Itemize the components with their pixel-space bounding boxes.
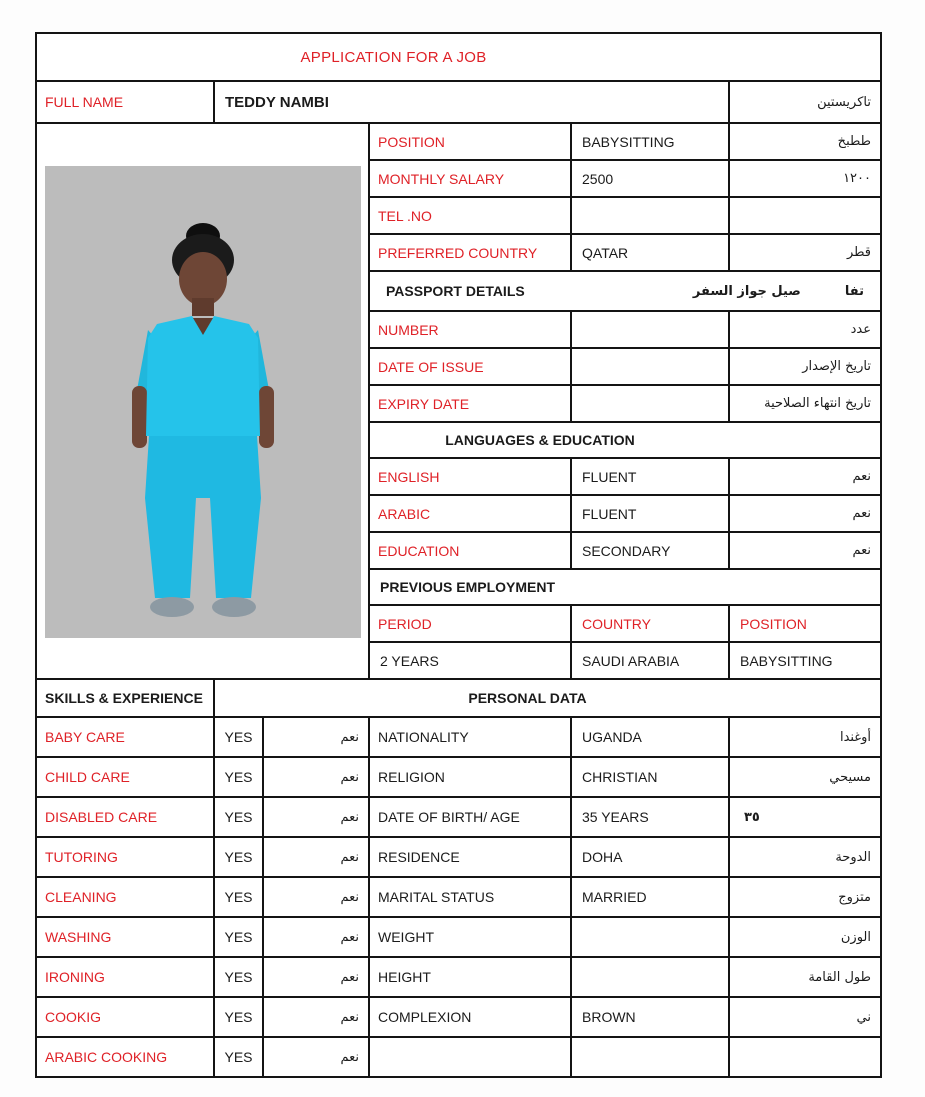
passport-number-label: NUMBER: [370, 312, 572, 347]
table-row: [37, 718, 880, 758]
personal-arabic: الوزن: [840, 929, 871, 945]
skill-value: YES: [215, 998, 264, 1036]
personal-value: UGANDA: [572, 718, 730, 756]
full-name-value: TEDDY NAMBI: [215, 82, 730, 122]
skill-arabic: نعم: [264, 998, 370, 1036]
employment-columns-row: [370, 606, 880, 643]
table-row: [37, 838, 880, 878]
position-value: BABYSITTING: [572, 124, 730, 159]
personal-label: MARITAL STATUS: [370, 878, 572, 916]
skill-label: IRONING: [37, 958, 215, 996]
expiry-date-row: [370, 386, 880, 423]
expiry-date-label: EXPIRY DATE: [370, 386, 572, 421]
passport-details-header-cell: [370, 272, 880, 310]
applicant-photo: [37, 124, 370, 678]
passport-details-header-row: [370, 272, 880, 312]
skill-label: CLEANING: [37, 878, 215, 916]
skills-header: SKILLS & EXPERIENCE: [37, 680, 215, 716]
position-row: [370, 124, 880, 161]
personal-value: [572, 918, 730, 956]
skill-label: ARABIC COOKING: [37, 1038, 215, 1076]
employment-country-column: COUNTRY: [572, 606, 730, 641]
date-of-issue-arabic: تاريخ الإصدار: [802, 359, 871, 374]
skill-value: YES: [215, 838, 264, 876]
passport-details-header: PASSPORT DETAILS: [386, 283, 525, 299]
position-label: POSITION: [370, 124, 572, 159]
skill-arabic: نعم: [264, 918, 370, 956]
passport-number-arabic: عدد: [850, 322, 871, 337]
telephone-value: [572, 198, 730, 233]
personal-value: CHRISTIAN: [572, 758, 730, 796]
employment-country-value: SAUDI ARABIA: [572, 643, 730, 678]
date-of-issue-label: DATE OF ISSUE: [370, 349, 572, 384]
skill-value: YES: [215, 878, 264, 916]
personal-label: HEIGHT: [370, 958, 572, 996]
salary-row: [370, 161, 880, 198]
employment-header: PREVIOUS EMPLOYMENT: [380, 579, 556, 595]
skill-label: COOKIG: [37, 998, 215, 1036]
personal-arabic: أوغندا: [839, 729, 871, 745]
employment-values-row: [370, 643, 880, 678]
employment-position-value: BABYSITTING: [740, 652, 833, 669]
position-arabic: ططبخ: [837, 134, 871, 149]
full-name-label: FULL NAME: [37, 82, 215, 122]
skill-label: WASHING: [37, 918, 215, 956]
personal-label: [370, 1038, 572, 1076]
arabic-row: [370, 496, 880, 533]
skill-value: YES: [215, 758, 264, 796]
preferred-country-arabic: قطر: [846, 245, 871, 260]
personal-value: [572, 958, 730, 996]
passport-number-row: [370, 312, 880, 349]
employment-position-column: POSITION: [740, 615, 807, 632]
personal-value: BROWN: [572, 998, 730, 1036]
passport-details-header-arabic-head: تفا: [844, 283, 864, 299]
personal-label: COMPLEXION: [370, 998, 572, 1036]
personal-data-header: PERSONAL DATA: [468, 690, 587, 706]
preferred-country-row: [370, 235, 880, 272]
education-arabic: نعم: [852, 543, 871, 558]
languages-header-row: [370, 423, 880, 459]
skill-arabic: نعم: [264, 758, 370, 796]
personal-label: WEIGHT: [370, 918, 572, 956]
expiry-date-arabic: تاريخ انتهاء الصلاحية: [764, 396, 871, 411]
form-title: APPLICATION FOR A JOB: [300, 48, 487, 66]
salary-value: 2500: [572, 161, 730, 196]
english-label: ENGLISH: [370, 459, 572, 494]
arabic-label: ARABIC: [370, 496, 572, 531]
passport-number-value: [572, 312, 730, 347]
expiry-date-value: [572, 386, 730, 421]
date-of-issue-row: [370, 349, 880, 386]
salary-arabic: ١٢٠٠: [843, 171, 871, 186]
skill-label: TUTORING: [37, 838, 215, 876]
skill-arabic: نعم: [264, 958, 370, 996]
table-row: [37, 918, 880, 958]
personal-label: NATIONALITY: [370, 718, 572, 756]
table-row: [37, 798, 880, 838]
skill-value: YES: [215, 798, 264, 836]
table-row: [37, 878, 880, 918]
full-name-row: [37, 82, 880, 124]
preferred-country-label: PREFERRED COUNTRY: [370, 235, 572, 270]
passport-details-header-arabic-tail: صيل جواز السفر: [692, 283, 801, 299]
table-row: [37, 758, 880, 798]
personal-value: DOHA: [572, 838, 730, 876]
personal-arabic: مسيحي: [829, 769, 871, 785]
personal-arabic: متزوج: [838, 889, 871, 905]
skill-arabic: نعم: [264, 1038, 370, 1076]
skill-arabic: نعم: [264, 798, 370, 836]
telephone-row: [370, 198, 880, 235]
preferred-country-value: QATAR: [572, 235, 730, 270]
personal-value: 35 YEARS: [572, 798, 730, 836]
personal-value: MARRIED: [572, 878, 730, 916]
skill-arabic: نعم: [264, 718, 370, 756]
english-row: [370, 459, 880, 496]
skill-value: YES: [215, 958, 264, 996]
employment-period-value: 2 YEARS: [370, 643, 572, 678]
section-headers-row: [37, 680, 880, 718]
personal-label: RELIGION: [370, 758, 572, 796]
skill-value: YES: [215, 1038, 264, 1076]
person-in-scrubs-illustration: [45, 166, 361, 638]
full-name-arabic: تاكريستين: [817, 94, 871, 110]
personal-arabic: [730, 1038, 880, 1076]
table-row: [37, 998, 880, 1038]
education-value: SECONDARY: [572, 533, 730, 568]
education-row: [370, 533, 880, 570]
english-value: FLUENT: [572, 459, 730, 494]
skill-value: YES: [215, 718, 264, 756]
english-arabic: نعم: [852, 469, 871, 484]
passport-details-header-arabic: [693, 284, 864, 299]
skill-label: DISABLED CARE: [37, 798, 215, 836]
table-row: [37, 1038, 880, 1076]
skill-value: YES: [215, 918, 264, 956]
personal-label: DATE OF BIRTH/ AGE: [370, 798, 572, 836]
personal-label: RESIDENCE: [370, 838, 572, 876]
arabic-value: FLUENT: [572, 496, 730, 531]
employment-period-column: PERIOD: [370, 606, 572, 641]
personal-value: [572, 1038, 730, 1076]
skill-arabic: نعم: [264, 878, 370, 916]
telephone-label: TEL .NO: [370, 198, 572, 233]
form-body: [37, 124, 880, 680]
skill-label: CHILD CARE: [37, 758, 215, 796]
date-of-issue-value: [572, 349, 730, 384]
personal-arabic: الدوحة: [835, 849, 871, 865]
languages-header: LANGUAGES & EDUCATION: [445, 432, 635, 448]
education-label: EDUCATION: [370, 533, 572, 568]
title-row: [37, 34, 880, 82]
employment-header-row: [370, 570, 880, 606]
application-form: [35, 32, 882, 1078]
telephone-arabic: [730, 198, 880, 233]
salary-label: MONTHLY SALARY: [370, 161, 572, 196]
personal-arabic: ٣٥: [744, 809, 760, 825]
skill-label: BABY CARE: [37, 718, 215, 756]
arabic-arabic: نعم: [852, 506, 871, 521]
personal-arabic: طول القامة: [808, 969, 871, 985]
details-table: [370, 124, 880, 678]
table-row: [37, 958, 880, 998]
skill-arabic: نعم: [264, 838, 370, 876]
personal-arabic: ني: [856, 1009, 871, 1025]
